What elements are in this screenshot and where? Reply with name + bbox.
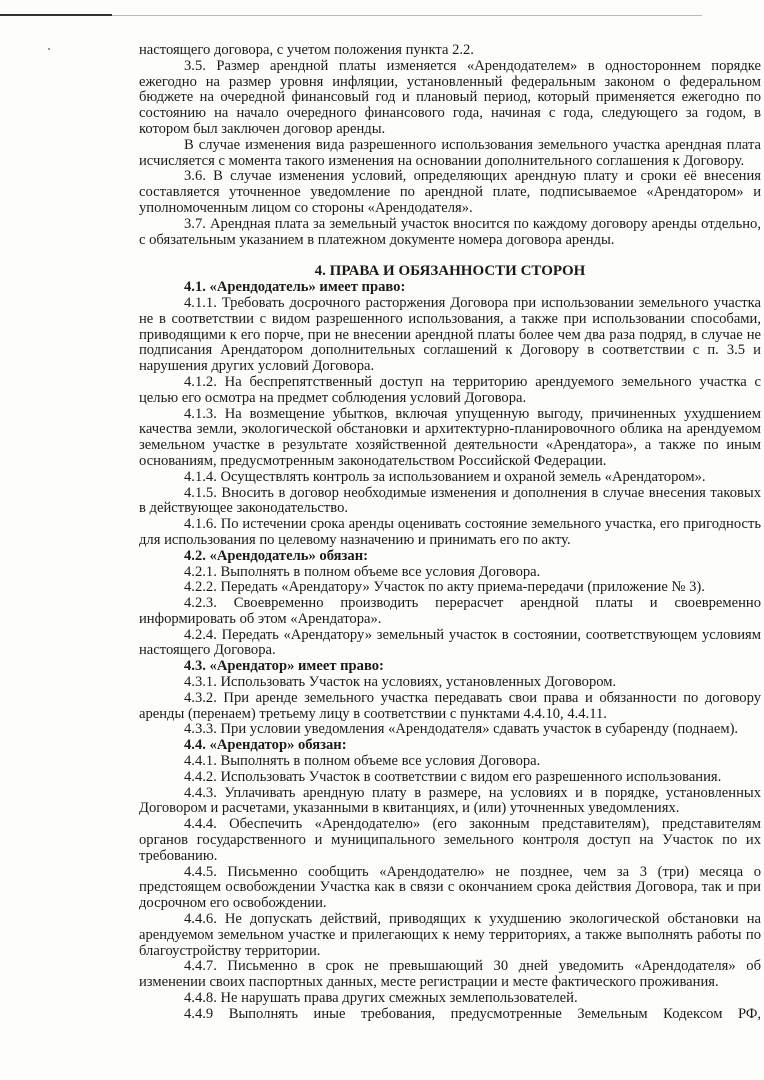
clause: 4.3.3. При условии уведомления «Арендодателя» сдавать участок в субаренду (поднаем). xyxy=(184,721,739,738)
clause: 4.3.2. При аренде земельного участка передавать свои права и обязанности по договору аренды (перенаем) третьему лицу в соответствии с пунктами 4.4.10, 4.4.11. xyxy=(139,689,761,722)
section-3-paragraphs xyxy=(139,43,761,248)
clause: 4.1.2. На беспрепятственный доступ на территорию арендуемого земельного участка с целью его осмотра на предмет соблюдения условий Договора. xyxy=(139,373,761,406)
section-4-title: 4. ПРАВА И ОБЯЗАННОСТИ СТОРОН xyxy=(314,263,586,280)
subsection-heading: 4.1. «Арендодатель» имеет право: xyxy=(184,279,406,296)
clause: 4.4.6. Не допускать действий, приводящих к ухудшению экологической обстановки на арендуемом земельном участке и прилегающих к нему территориях, а также выполнять работы по благоустройству территории. xyxy=(139,911,761,959)
clause: 4.4.8. Не нарушать права других смежных землепользователей. xyxy=(184,990,578,1007)
clause: 4.4.5. Письменно сообщить «Арендодателю» не позднее, чем за 3 (три) месяца о предстоящем освобождении Участка как в связи с окончанием срока действия Договора, так и при досрочном его освобождении. xyxy=(139,863,761,912)
subsection-heading: 4.3. «Арендатор» имеет право: xyxy=(184,658,384,675)
clause: 4.1.6. По истечении срока аренды оценивать состояние земельного участка, его пригодность для использования по целевому назначению и принимать его по акту. xyxy=(139,516,761,548)
clause: 4.1.4. Осуществлять контроль за использованием и охраной земель «Арендатором». xyxy=(184,468,706,485)
clause: 4.4.7. Письменно в срок не превышающий 30 дней уведомить «Арендодателя» об изменении своих паспортных данных, месте регистрации и месте фактического проживания. xyxy=(139,958,761,991)
spacer xyxy=(139,248,761,256)
clause: 4.1.1. Требовать досрочного расторжения Договора при использовании земельного участка не в соответствии с видом разрешенного использования, а также при использовании способами, приводящими к его порче, при не внесении арендной платы более чем два раза подряд, в случае не подписания Арендатором дополнительных соглашений к Договору в соответствии с п. 3.5 и нарушения других условий Договора. xyxy=(139,294,761,375)
clause: 4.4.3. Уплачивать арендную плату в размере, на условиях и в порядке, установленных Договором и расчетами, указанными в квитанциях, и (или) уточненных уведомлениях. xyxy=(139,784,761,817)
section-4-body xyxy=(139,280,761,1022)
clause: 4.4.9 Выполнять иные требования, предусмотренные Земельным Кодексом РФ, xyxy=(184,1005,761,1022)
clause: 4.4.1. Выполнять в полном объеме все условия Договора. xyxy=(184,753,541,770)
paragraph: настоящего договора, с учетом положения пункта 2.2. xyxy=(139,42,474,58)
subsection-heading: 4.2. «Арендодатель» обязан: xyxy=(184,547,368,564)
clause: 4.1.5. Вносить в договор необходимые изменения и дополнения в случае внесения таковых в действующее законодательство. xyxy=(139,484,761,517)
clause: 4.2.2. Передать «Арендатору» Участок по акту приема-передачи (приложение № 3). xyxy=(184,579,705,596)
clause: 4.2.4. Передать «Арендатору» земельный участок в состоянии, соответствующем условиям настоящего Договора. xyxy=(139,626,761,659)
subsection-heading: 4.4. «Арендатор» обязан: xyxy=(184,737,347,754)
document-page xyxy=(139,43,761,1023)
scan-speck xyxy=(48,48,50,50)
scan-edge-line xyxy=(112,15,702,16)
paragraph: 3.5. Размер арендной платы изменяется «Арендодателем» в одностороннем порядке ежегодно на размер уровня инфляции, установленный федеральным законом о федеральном бюджете на очередной финансовый год и плановый период, который применяется ежегодно по состоянию на начало очередного финансового года, начиная с года, следующего за годом, в котором был заключен договор аренды. xyxy=(139,57,761,137)
clause: 4.4.2. Использовать Участок в соответствии с видом его разрешенного использования. xyxy=(184,768,722,785)
clause: 4.2.3. Своевременно производить перерасчет арендной платы и своевременно информировать об этом «Арендатора». xyxy=(139,595,761,627)
paragraph: 3.7. Арендная плата за земельный участок вносится по каждому договору аренды отдельно, с обязательным указанием в платежном документе номера договора аренды. xyxy=(139,215,761,248)
scan-edge-top xyxy=(0,14,112,16)
clause: 4.4.4. Обеспечить «Арендодателю» (его законным представителям), представителям органов государственного и муниципального земельного контроля доступ на Участок по их требованию. xyxy=(139,816,761,864)
clause: 4.2.1. Выполнять в полном объеме все условия Договора. xyxy=(184,563,541,580)
clause: 4.3.1. Использовать Участок на условиях, установленных Договором. xyxy=(184,674,617,691)
paragraph: В случае изменения вида разрешенного использования земельного участка арендная плата исчисляется с момента такого изменения на основании дополнительного соглашения к Договору. xyxy=(139,136,761,169)
paragraph: 3.6. В случае изменения условий, определяющих арендную плату и сроки её внесения составляется уточненное уведомление по арендной плате, подписываемое «Арендатором» и уполномоченным лицом со стороны «Арендодателя». xyxy=(139,168,761,216)
clause: 4.1.3. На возмещение убытков, включая упущенную выгоду, причиненных ухудшением качества земли, экологической обстановки и архитектурно-планировочного облика на арендуемом земельном участке в результате хозяйственной деятельности «Арендатора», а также по иным основаниям, предусмотренным законодательством Российской Федерации. xyxy=(139,405,761,469)
